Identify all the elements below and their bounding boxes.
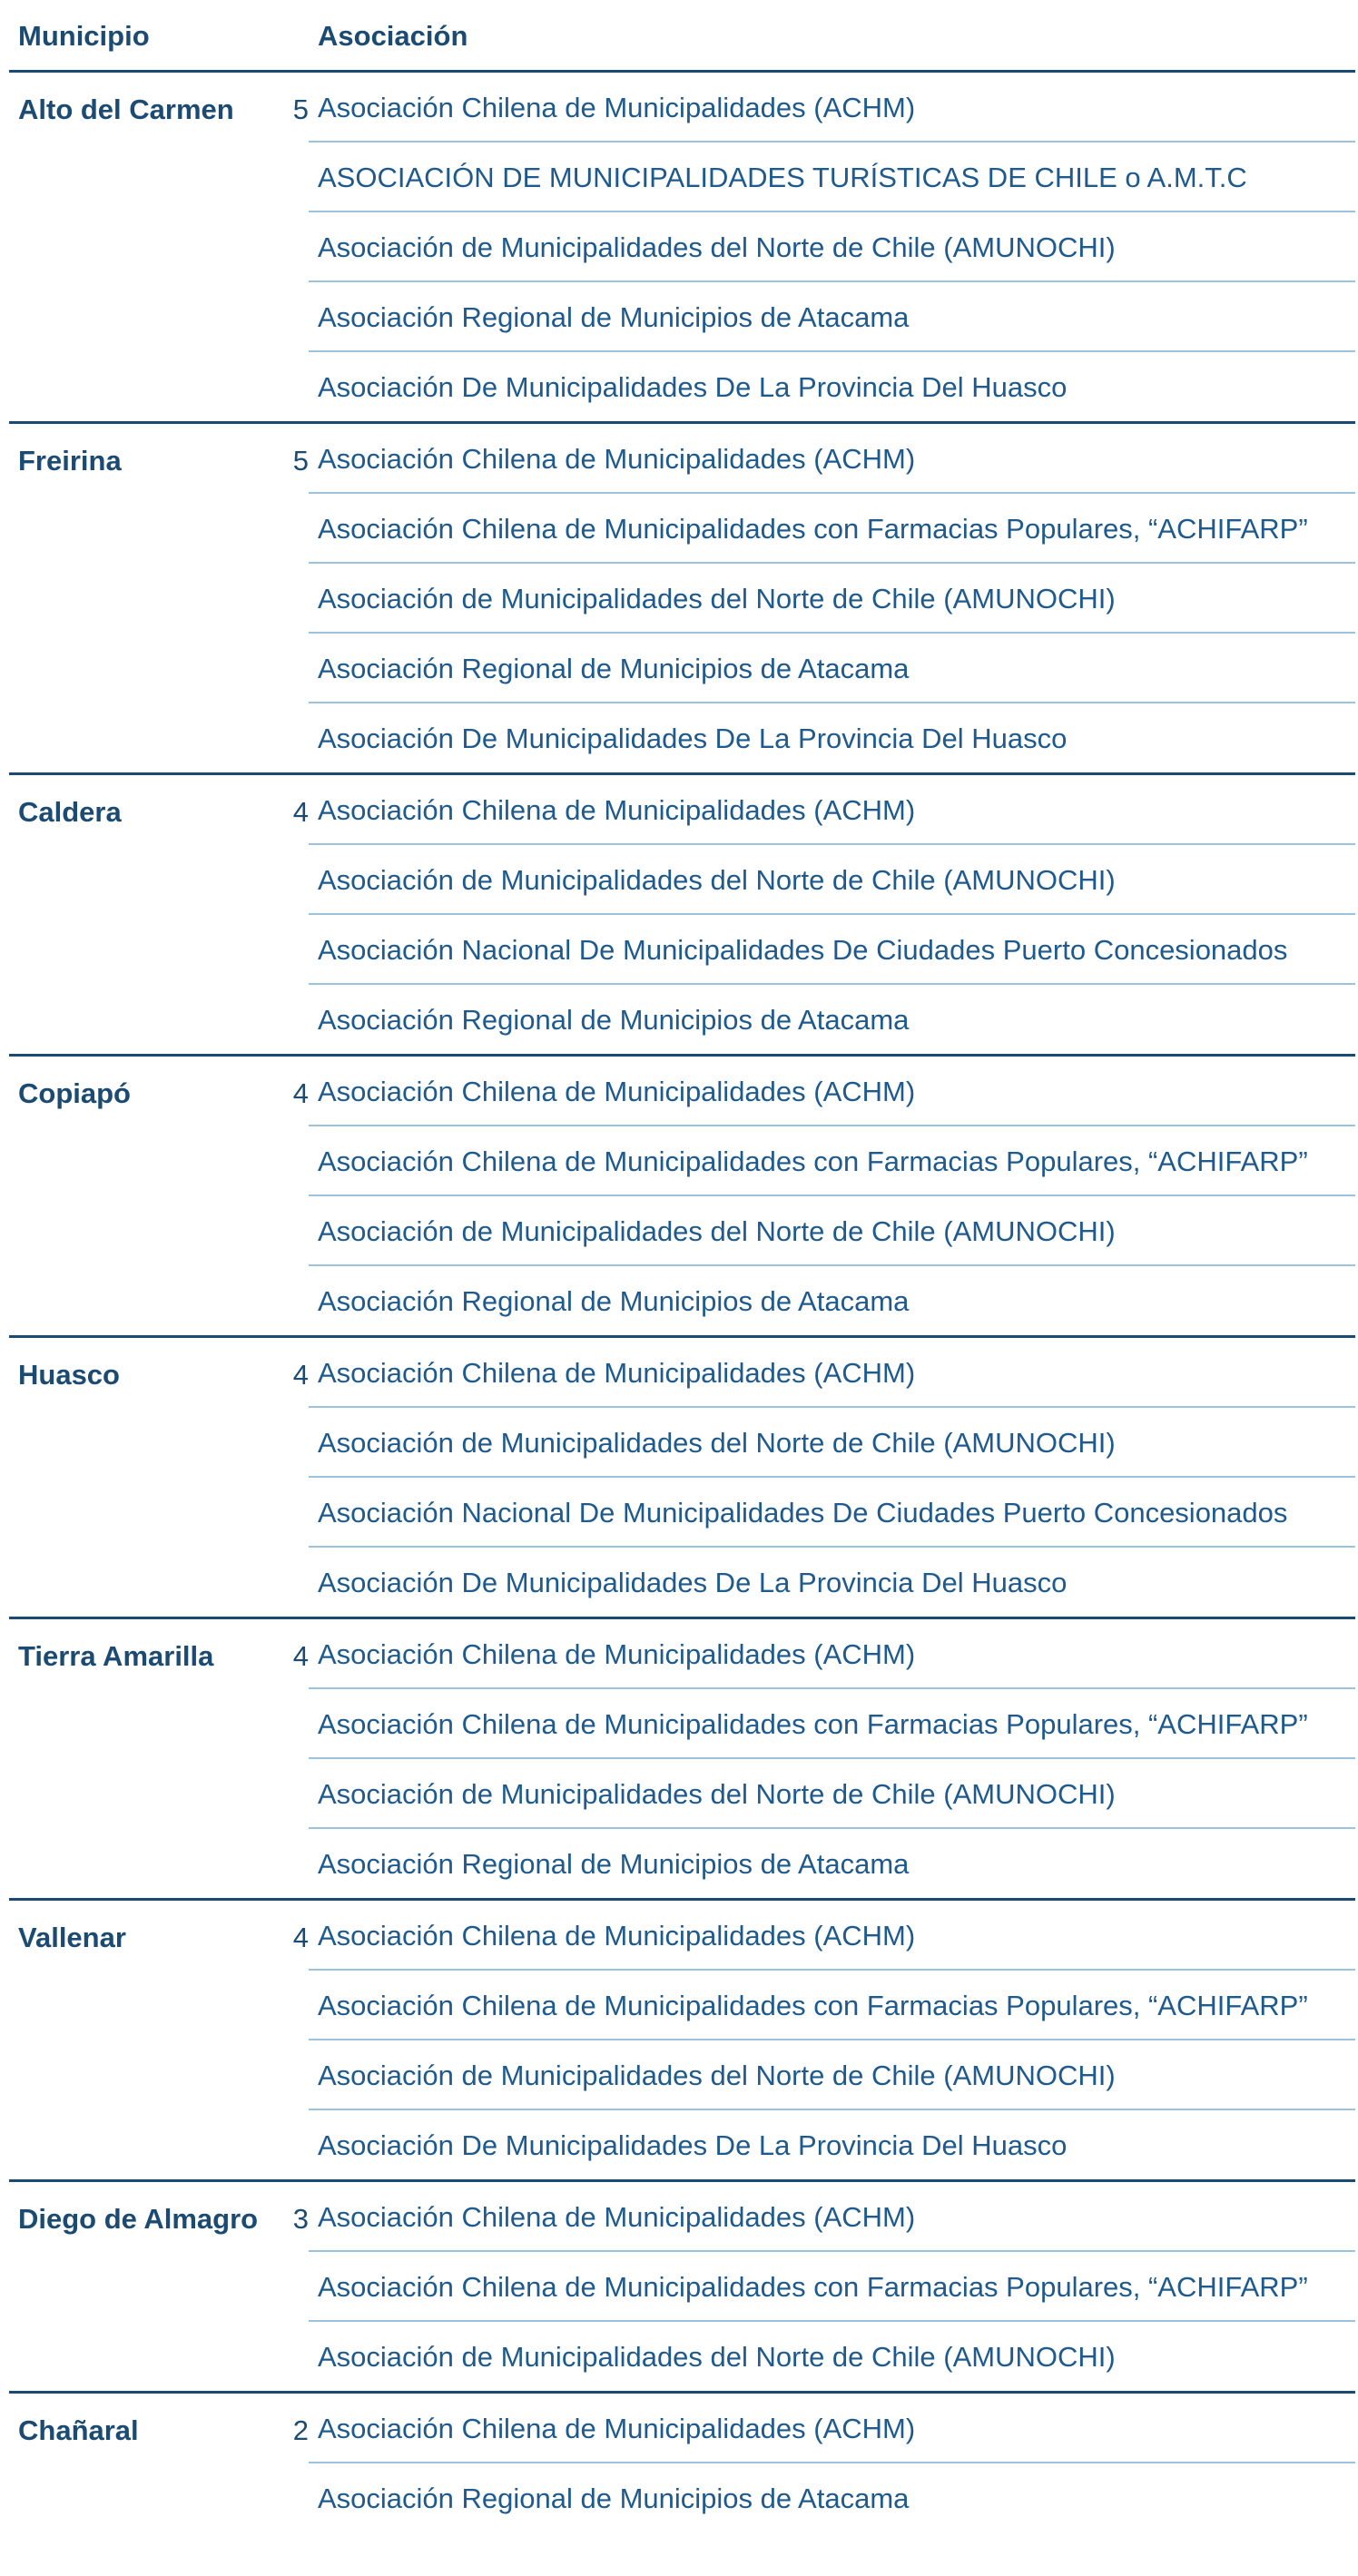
asociacion-row: Asociación Regional de Municipios de Atacama: [309, 634, 1355, 703]
asociacion-list: [309, 2182, 1355, 2391]
asociacion-list: [309, 2394, 1355, 2532]
asociacion-row: Asociación De Municipalidades De La Provincia Del Huasco: [318, 371, 1068, 403]
municipio-name: Tierra Amarilla: [18, 1640, 214, 1672]
municipio-name: Alto del Carmen: [18, 93, 234, 125]
asociacion-count: 4: [292, 1077, 309, 1109]
asociacion-list: [309, 1057, 1355, 1335]
municipio-group: [9, 73, 1355, 424]
asociacion-count: 5: [292, 445, 309, 477]
asociacion-list: [309, 73, 1355, 421]
asociacion-row: Asociación Chilena de Municipalidades con Farmacias Populares, “ACHIFARP”: [309, 2252, 1355, 2322]
municipio-group: [9, 2394, 1355, 2532]
asociacion-row: Asociación De Municipalidades De La Provincia Del Huasco: [318, 2129, 1068, 2161]
municipio-name: Huasco: [18, 1359, 120, 1391]
asociacion-row: Asociación Regional de Municipios de Atacama: [309, 282, 1355, 352]
asociacion-row: Asociación Chilena de Municipalidades (ACHM): [309, 73, 1355, 143]
asociacion-row: Asociación de Municipalidades del Norte de Chile (AMUNOCHI): [309, 845, 1355, 915]
asociacion-row: Asociación De Municipalidades De La Provincia Del Huasco: [318, 1567, 1068, 1598]
asociacion-row: Asociación Chilena de Municipalidades (ACHM): [309, 2182, 1355, 2252]
asociacion-count: 4: [292, 796, 309, 828]
asociacion-count: 3: [292, 2203, 309, 2235]
asociacion-row: Asociación De Municipalidades De La Provincia Del Huasco: [318, 723, 1068, 754]
asociacion-row: Asociación de Municipalidades del Norte de Chile (AMUNOCHI): [309, 1408, 1355, 1478]
asociacion-row: Asociación de Municipalidades del Norte de Chile (AMUNOCHI): [318, 2341, 1116, 2373]
asociacion-list: [309, 1901, 1355, 2179]
asociacion-count: 4: [292, 1922, 309, 1953]
column-header-municipio: Municipio: [18, 20, 150, 52]
municipio-name: Chañaral: [18, 2414, 139, 2446]
asociacion-row: Asociación de Municipalidades del Norte de Chile (AMUNOCHI): [309, 2040, 1355, 2110]
asociacion-row: Asociación Chilena de Municipalidades (ACHM): [309, 2394, 1355, 2463]
asociacion-row: Asociación Chilena de Municipalidades (ACHM): [309, 1619, 1355, 1689]
asociacion-row: Asociación Chilena de Municipalidades con Farmacias Populares, “ACHIFARP”: [309, 1689, 1355, 1759]
municipio-group: [9, 775, 1355, 1057]
asociacion-row: Asociación Chilena de Municipalidades con Farmacias Populares, “ACHIFARP”: [309, 1971, 1355, 2040]
municipio-group: [9, 424, 1355, 775]
municipio-group: [9, 1901, 1355, 2182]
municipio-name: Copiapó: [18, 1077, 131, 1109]
asociacion-row: Asociación de Municipalidades del Norte de Chile (AMUNOCHI): [309, 212, 1355, 282]
asociacion-row: Asociación Chilena de Municipalidades con Farmacias Populares, “ACHIFARP”: [309, 1126, 1355, 1196]
municipio-name: Caldera: [18, 796, 122, 828]
column-header-asociacion: Asociación: [318, 20, 468, 52]
municipio-group: [9, 1619, 1355, 1901]
asociacion-count: 2: [292, 2414, 309, 2446]
asociacion-list: [309, 1619, 1355, 1898]
municipio-group: [9, 1338, 1355, 1619]
municipio-group: [9, 2182, 1355, 2394]
asociacion-row: Asociación Nacional De Municipalidades De Ciudades Puerto Concesionados: [309, 1478, 1355, 1548]
municipio-group: [9, 1057, 1355, 1338]
asociacion-row: Asociación de Municipalidades del Norte de Chile (AMUNOCHI): [309, 1759, 1355, 1829]
table-header: [9, 0, 1355, 73]
asociacion-row: Asociación Regional de Municipios de Atacama: [318, 1004, 910, 1036]
table-body: [9, 73, 1358, 2532]
asociacion-row: Asociación Chilena de Municipalidades (ACHM): [309, 1338, 1355, 1408]
municipio-name: Diego de Almagro: [18, 2203, 259, 2235]
asociacion-row: Asociación Chilena de Municipalidades (ACHM): [309, 1901, 1355, 1971]
asociacion-count: 4: [292, 1359, 309, 1391]
asociacion-row: ASOCIACIÓN DE MUNICIPALIDADES TURÍSTICAS DE CHILE o A.M.T.C: [309, 143, 1355, 212]
asociacion-row: Asociación Regional de Municipios de Atacama: [318, 1285, 910, 1317]
asociacion-row: Asociación Chilena de Municipalidades (ACHM): [309, 424, 1355, 494]
asociacion-list: [309, 1338, 1355, 1617]
asociacion-list: [309, 424, 1355, 772]
asociacion-row: Asociación de Municipalidades del Norte de Chile (AMUNOCHI): [309, 1196, 1355, 1266]
asociacion-count: 4: [292, 1640, 309, 1672]
asociacion-row: Asociación Regional de Municipios de Atacama: [318, 1848, 910, 1880]
asociacion-list: [309, 775, 1355, 1054]
asociacion-row: Asociación Chilena de Municipalidades con Farmacias Populares, “ACHIFARP”: [309, 494, 1355, 564]
asociacion-count: 5: [292, 93, 309, 125]
asociacion-row: Asociación Chilena de Municipalidades (ACHM): [309, 1057, 1355, 1126]
asociacion-row: Asociación Nacional De Municipalidades De Ciudades Puerto Concesionados: [309, 915, 1355, 985]
municipio-name: Freirina: [18, 445, 122, 477]
asociacion-row: Asociación Regional de Municipios de Atacama: [318, 2483, 910, 2514]
asociacion-row: Asociación de Municipalidades del Norte de Chile (AMUNOCHI): [309, 564, 1355, 634]
municipio-name: Vallenar: [18, 1922, 126, 1953]
asociacion-row: Asociación Chilena de Municipalidades (ACHM): [309, 775, 1355, 845]
